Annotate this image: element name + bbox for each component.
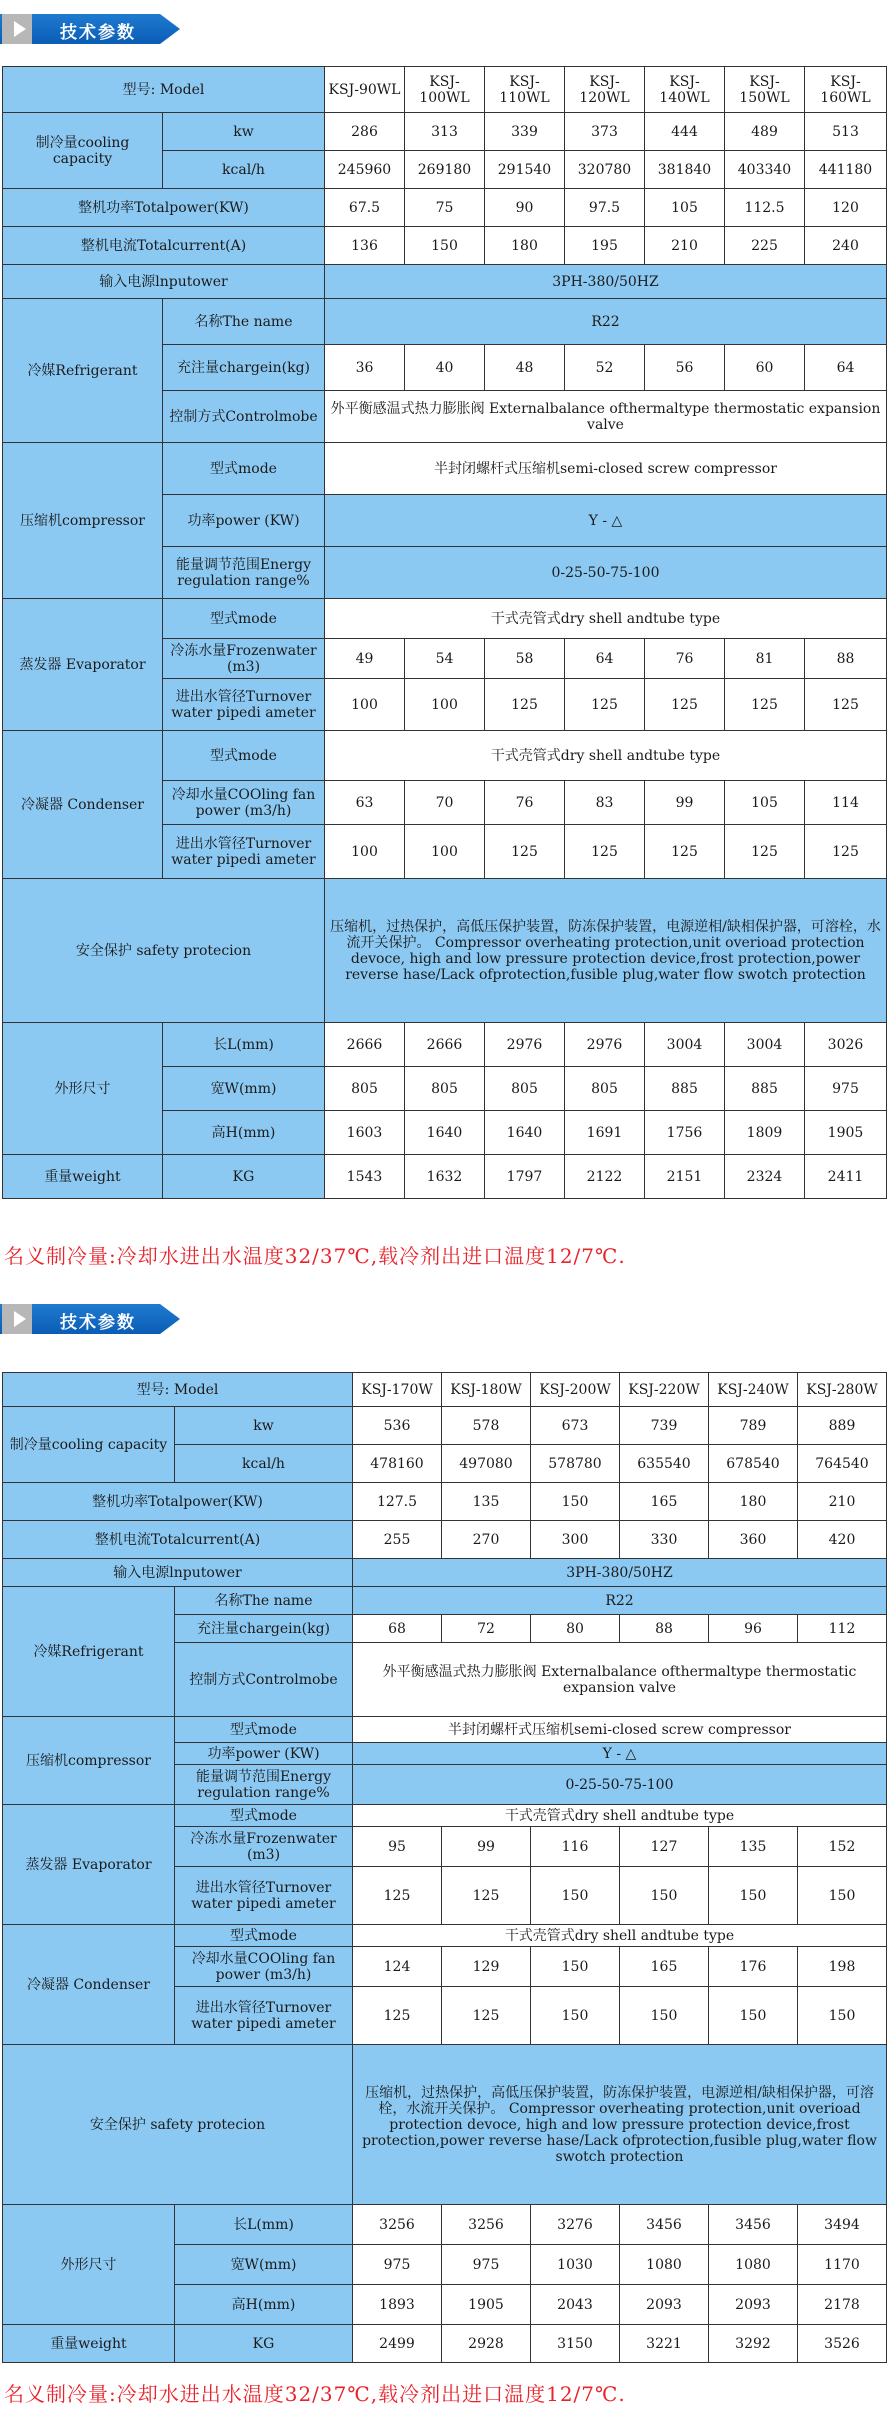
- kw-cell: 339: [485, 113, 565, 151]
- kw-cell: 513: [805, 113, 887, 151]
- comp-regulation-value: 0-25-50-75-100: [353, 1765, 887, 1805]
- kcal-cell: 245960: [325, 151, 405, 189]
- cond-cooling-cell: 129: [442, 1947, 531, 1987]
- length-cell: 3456: [709, 2205, 798, 2245]
- length-cell: 3456: [620, 2205, 709, 2245]
- power-cell: 135: [442, 1483, 531, 1521]
- comp-regulation-label: 能量调节范围Energy regulation range%: [163, 547, 325, 599]
- evap-pipe-label: 进出水管径Turnover water pipedi ameter: [175, 1867, 353, 1925]
- height-label: 高H(mm): [175, 2285, 353, 2325]
- width-label: 宽W(mm): [175, 2245, 353, 2285]
- frozen-cell: 95: [353, 1827, 442, 1867]
- weight-cell: 1632: [405, 1155, 485, 1199]
- cond-pipe-cell: 125: [565, 825, 645, 879]
- length-cell: 2666: [325, 1023, 405, 1067]
- section-title: 技术参数: [60, 23, 136, 43]
- power-cell: 97.5: [565, 189, 645, 227]
- current-cell: 240: [805, 227, 887, 265]
- current-cell: 300: [531, 1521, 620, 1559]
- input-value: 3PH-380/50HZ: [325, 265, 887, 299]
- cond-mode-value: 干式壳管式dry shell andtube type: [353, 1925, 887, 1947]
- width-cell: 975: [805, 1067, 887, 1111]
- length-cell: 3026: [805, 1023, 887, 1067]
- model-cell: KSJ-140WL: [645, 67, 725, 113]
- evap-pipe-cell: 125: [645, 679, 725, 731]
- current-row: [3, 227, 887, 265]
- weight-cell: 2151: [645, 1155, 725, 1199]
- cond-mode-row: [3, 731, 887, 781]
- cond-pipe-cell: 150: [531, 1987, 620, 2045]
- comp-power-label: 功率power (KW): [163, 495, 325, 547]
- model-cell: KSJ-180W: [442, 1373, 531, 1407]
- model-label: 型号: Model: [3, 1373, 353, 1407]
- power-row: [3, 189, 887, 227]
- cond-pipe-label: 进出水管径Turnover water pipedi ameter: [163, 825, 325, 879]
- frozen-cell: 81: [725, 639, 805, 679]
- model-label: 型号: Model: [3, 67, 325, 113]
- cond-cooling-cell: 83: [565, 781, 645, 825]
- cond-cooling-cell: 176: [709, 1947, 798, 1987]
- input-label: 输入电源lnputower: [3, 1559, 353, 1587]
- frozen-cell: 135: [709, 1827, 798, 1867]
- cond-mode-label: 型式mode: [175, 1925, 353, 1947]
- input-row: [3, 1559, 887, 1587]
- input-label: 输入电源lnputower: [3, 265, 325, 299]
- charge-cell: 52: [565, 345, 645, 391]
- cooling-kw-row: [3, 113, 887, 151]
- power-label: 整机功率Totalpower(KW): [3, 1483, 353, 1521]
- cond-cooling-cell: 124: [353, 1947, 442, 1987]
- charge-cell: 36: [325, 345, 405, 391]
- kw-cell: 578: [442, 1407, 531, 1445]
- evaporator-label: 蒸发器 Evaporator: [3, 1805, 175, 1925]
- charge-cell: 88: [620, 1615, 709, 1643]
- ref-name-row: [3, 1587, 887, 1615]
- kcal-cell: 441180: [805, 151, 887, 189]
- safety-value: 压缩机，过热保护，高低压保护装置，防冻保护装置，电源逆相/缺相保护器，可溶栓，水流开关保护。 Compressor overheating protection,unit overioad protection devoce, high and low pressure protection device,frost protection,power reverse hase/Lack ofprotection,fusible plug,water flow swotch protection: [353, 2045, 887, 2205]
- kcal-cell: 497080: [442, 1445, 531, 1483]
- spec-table-1: [2, 66, 887, 1199]
- evap-pipe-cell: 125: [442, 1867, 531, 1925]
- cond-pipe-cell: 100: [405, 825, 485, 879]
- evap-mode-row: [3, 1805, 887, 1827]
- charge-cell: 80: [531, 1615, 620, 1643]
- kw-cell: 313: [405, 113, 485, 151]
- evap-mode-label: 型式mode: [163, 599, 325, 639]
- height-cell: 1640: [405, 1111, 485, 1155]
- cooling-label: 制冷量cooling capacity: [3, 1407, 175, 1483]
- length-label: 长L(mm): [163, 1023, 325, 1067]
- comp-regulation-label: 能量调节范围Energy regulation range%: [175, 1765, 353, 1805]
- height-cell: 2043: [531, 2285, 620, 2325]
- height-cell: 1640: [485, 1111, 565, 1155]
- safety-value: 压缩机，过热保护，高低压保护装置，防冻保护装置，电源逆相/缺相保护器，可溶栓，水流开关保护。 Compressor overheating protection,unit overioad protection devoce, high and low pressure protection device,frost protection,power reverse hase/Lack ofprotection,fusible plug,water flow swotch protection: [325, 879, 887, 1023]
- model-cell: KSJ-150WL: [725, 67, 805, 113]
- evap-frozen-label: 冷冻水量Frozenwater (m3): [163, 639, 325, 679]
- cond-mode-row: [3, 1925, 887, 1947]
- kcal-cell: 381840: [645, 151, 725, 189]
- current-label: 整机电流Totalcurrent(A): [3, 1521, 353, 1559]
- kw-cell: 373: [565, 113, 645, 151]
- safety-label: 安全保护 safety protecion: [3, 2045, 353, 2205]
- kw-label: kw: [175, 1407, 353, 1445]
- comp-mode-value: 半封闭螺杆式压缩机semi-closed screw compressor: [353, 1717, 887, 1743]
- compressor-label: 压缩机compressor: [3, 1717, 175, 1805]
- evap-mode-label: 型式mode: [175, 1805, 353, 1827]
- model-cell: KSJ-90WL: [325, 67, 405, 113]
- width-label: 宽W(mm): [163, 1067, 325, 1111]
- charge-cell: 68: [353, 1615, 442, 1643]
- length-cell: 2666: [405, 1023, 485, 1067]
- cond-cooling-cell: 105: [725, 781, 805, 825]
- height-cell: 1603: [325, 1111, 405, 1155]
- current-cell: 225: [725, 227, 805, 265]
- comp-mode-label: 型式mode: [175, 1717, 353, 1743]
- width-cell: 805: [325, 1067, 405, 1111]
- ref-charge-label: 充注量chargein(kg): [163, 345, 325, 391]
- spec-table-2: [2, 1372, 887, 2363]
- evap-pipe-cell: 150: [709, 1867, 798, 1925]
- current-cell: 270: [442, 1521, 531, 1559]
- frozen-cell: 127: [620, 1827, 709, 1867]
- cond-pipe-cell: 125: [353, 1987, 442, 2045]
- width-cell: 1170: [798, 2245, 887, 2285]
- width-cell: 805: [565, 1067, 645, 1111]
- kw-cell: 286: [325, 113, 405, 151]
- height-cell: 1691: [565, 1111, 645, 1155]
- model-cell: KSJ-170W: [353, 1373, 442, 1407]
- frozen-cell: 88: [805, 639, 887, 679]
- comp-mode-label: 型式mode: [163, 443, 325, 495]
- weight-row: [3, 2325, 887, 2363]
- safety-label: 安全保护 safety protecion: [3, 879, 325, 1023]
- frozen-cell: 152: [798, 1827, 887, 1867]
- evap-pipe-cell: 125: [725, 679, 805, 731]
- comp-mode-row: [3, 1717, 887, 1743]
- cond-mode-label: 型式mode: [163, 731, 325, 781]
- weight-cell: 1797: [485, 1155, 565, 1199]
- cond-cooling-cell: 198: [798, 1947, 887, 1987]
- kcal-cell: 269180: [405, 151, 485, 189]
- evap-pipe-cell: 150: [620, 1867, 709, 1925]
- width-cell: 1030: [531, 2245, 620, 2285]
- kw-cell: 889: [798, 1407, 887, 1445]
- height-cell: 2178: [798, 2285, 887, 2325]
- cooling-label: 制冷量cooling capacity: [3, 113, 163, 189]
- refrigerant-label: 冷媒Refrigerant: [3, 299, 163, 443]
- current-cell: 210: [645, 227, 725, 265]
- length-row: [3, 2205, 887, 2245]
- power-cell: 67.5: [325, 189, 405, 227]
- model-cell: KSJ-220W: [620, 1373, 709, 1407]
- height-cell: 1893: [353, 2285, 442, 2325]
- evap-pipe-label: 进出水管径Turnover water pipedi ameter: [163, 679, 325, 731]
- power-cell: 105: [645, 189, 725, 227]
- power-cell: 120: [805, 189, 887, 227]
- kcal-cell: 291540: [485, 151, 565, 189]
- current-cell: 195: [565, 227, 645, 265]
- cond-cooling-label: 冷却水量COOling fan power (m3/h): [163, 781, 325, 825]
- model-cell: KSJ-110WL: [485, 67, 565, 113]
- width-cell: 1080: [620, 2245, 709, 2285]
- frozen-cell: 76: [645, 639, 725, 679]
- frozen-cell: 54: [405, 639, 485, 679]
- current-cell: 150: [405, 227, 485, 265]
- arrow-icon: [14, 21, 26, 37]
- evap-pipe-cell: 150: [798, 1867, 887, 1925]
- section-header: [0, 1290, 890, 1334]
- kcal-label: kcal/h: [175, 1445, 353, 1483]
- weight-cell: 3221: [620, 2325, 709, 2363]
- model-row: [3, 67, 887, 113]
- cond-cooling-cell: 150: [531, 1947, 620, 1987]
- weight-cell: 2499: [353, 2325, 442, 2363]
- weight-cell: 3292: [709, 2325, 798, 2363]
- length-cell: 2976: [565, 1023, 645, 1067]
- cond-pipe-cell: 150: [620, 1987, 709, 2045]
- width-cell: 805: [405, 1067, 485, 1111]
- ref-charge-label: 充注量chargein(kg): [175, 1615, 353, 1643]
- comp-mode-row: [3, 443, 887, 495]
- weight-cell: 3150: [531, 2325, 620, 2363]
- width-cell: 1080: [709, 2245, 798, 2285]
- condenser-label: 冷凝器 Condenser: [3, 1925, 175, 2045]
- model-row: [3, 1373, 887, 1407]
- width-cell: 975: [353, 2245, 442, 2285]
- height-cell: 1905: [805, 1111, 887, 1155]
- current-cell: 180: [485, 227, 565, 265]
- model-cell: KSJ-240W: [709, 1373, 798, 1407]
- cond-pipe-cell: 125: [805, 825, 887, 879]
- model-cell: KSJ-280W: [798, 1373, 887, 1407]
- evap-pipe-cell: 125: [805, 679, 887, 731]
- kw-cell: 536: [353, 1407, 442, 1445]
- power-label: 整机功率Totalpower(KW): [3, 189, 325, 227]
- current-cell: 360: [709, 1521, 798, 1559]
- ref-control-value: 外平衡感温式热力膨胀阀 Externalbalance ofthermaltype thermostatic expansion valve: [353, 1643, 887, 1717]
- height-cell: 2093: [709, 2285, 798, 2325]
- spec-section-2: [0, 1290, 890, 2406]
- length-cell: 3004: [645, 1023, 725, 1067]
- cond-cooling-cell: 63: [325, 781, 405, 825]
- charge-cell: 60: [725, 345, 805, 391]
- width-cell: 885: [725, 1067, 805, 1111]
- kcal-cell: 478160: [353, 1445, 442, 1483]
- kcal-cell: 678540: [709, 1445, 798, 1483]
- height-cell: 1756: [645, 1111, 725, 1155]
- ref-name-value: R22: [325, 299, 887, 345]
- cooling-kw-row: [3, 1407, 887, 1445]
- kcal-cell: 635540: [620, 1445, 709, 1483]
- refrigerant-label: 冷媒Refrigerant: [3, 1587, 175, 1717]
- kw-cell: 489: [725, 113, 805, 151]
- safety-row: [3, 879, 887, 1023]
- arrow-icon: [14, 1311, 26, 1327]
- frozen-cell: 116: [531, 1827, 620, 1867]
- weight-label: 重量weight: [3, 2325, 175, 2363]
- model-cell: KSJ-200W: [531, 1373, 620, 1407]
- power-cell: 112.5: [725, 189, 805, 227]
- note-text: 名义制冷量:冷却水进出水温度32/37℃,载冷剂出进口温度12/7℃.: [4, 2382, 626, 2406]
- cond-pipe-cell: 125: [485, 825, 565, 879]
- model-cell: KSJ-160WL: [805, 67, 887, 113]
- cond-pipe-cell: 150: [709, 1987, 798, 2045]
- length-cell: 3256: [353, 2205, 442, 2245]
- section-title: 技术参数: [60, 1313, 136, 1333]
- kg-label: KG: [175, 2325, 353, 2363]
- model-cell: KSJ-100WL: [405, 67, 485, 113]
- comp-power-label: 功率power (KW): [175, 1743, 353, 1765]
- evap-pipe-cell: 125: [353, 1867, 442, 1925]
- dims-label: 外形尺寸: [3, 2205, 175, 2325]
- ref-control-label: 控制方式Controlmobe: [163, 391, 325, 443]
- power-cell: 150: [531, 1483, 620, 1521]
- current-label: 整机电流Totalcurrent(A): [3, 227, 325, 265]
- evap-pipe-cell: 150: [531, 1867, 620, 1925]
- frozen-cell: 49: [325, 639, 405, 679]
- evap-pipe-cell: 125: [565, 679, 645, 731]
- weight-cell: 2122: [565, 1155, 645, 1199]
- ref-name-value: R22: [353, 1587, 887, 1615]
- current-cell: 330: [620, 1521, 709, 1559]
- ref-control-value: 外平衡感温式热力膨胀阀 Externalbalance ofthermaltype thermostatic expansion valve: [325, 391, 887, 443]
- length-label: 长L(mm): [175, 2205, 353, 2245]
- height-cell: 2093: [620, 2285, 709, 2325]
- weight-cell: 3526: [798, 2325, 887, 2363]
- height-label: 高H(mm): [163, 1111, 325, 1155]
- ref-name-label: 名称The name: [163, 299, 325, 345]
- input-value: 3PH-380/50HZ: [353, 1559, 887, 1587]
- power-cell: 75: [405, 189, 485, 227]
- evap-frozen-label: 冷冻水量Frozenwater (m3): [175, 1827, 353, 1867]
- power-cell: 165: [620, 1483, 709, 1521]
- comp-power-value: Y - △: [325, 495, 887, 547]
- cond-pipe-cell: 125: [442, 1987, 531, 2045]
- width-cell: 885: [645, 1067, 725, 1111]
- input-row: [3, 265, 887, 299]
- charge-cell: 72: [442, 1615, 531, 1643]
- comp-regulation-value: 0-25-50-75-100: [325, 547, 887, 599]
- cond-cooling-cell: 70: [405, 781, 485, 825]
- power-row: [3, 1483, 887, 1521]
- length-cell: 3004: [725, 1023, 805, 1067]
- kw-cell: 739: [620, 1407, 709, 1445]
- kw-cell: 673: [531, 1407, 620, 1445]
- evap-pipe-cell: 100: [405, 679, 485, 731]
- charge-cell: 48: [485, 345, 565, 391]
- comp-power-value: Y - △: [353, 1743, 887, 1765]
- kcal-label: kcal/h: [163, 151, 325, 189]
- cond-cooling-cell: 76: [485, 781, 565, 825]
- kcal-cell: 764540: [798, 1445, 887, 1483]
- charge-cell: 64: [805, 345, 887, 391]
- condenser-label: 冷凝器 Condenser: [3, 731, 163, 879]
- power-cell: 127.5: [353, 1483, 442, 1521]
- evap-pipe-cell: 125: [485, 679, 565, 731]
- weight-cell: 1543: [325, 1155, 405, 1199]
- current-cell: 420: [798, 1521, 887, 1559]
- cond-cooling-label: 冷却水量COOling fan power (m3/h): [175, 1947, 353, 1987]
- cond-pipe-label: 进出水管径Turnover water pipedi ameter: [175, 1987, 353, 2045]
- frozen-cell: 99: [442, 1827, 531, 1867]
- length-cell: 3494: [798, 2205, 887, 2245]
- length-cell: 3256: [442, 2205, 531, 2245]
- height-cell: 1905: [442, 2285, 531, 2325]
- safety-row: [3, 2045, 887, 2205]
- power-cell: 90: [485, 189, 565, 227]
- comp-mode-value: 半封闭螺杆式压缩机semi-closed screw compressor: [325, 443, 887, 495]
- current-cell: 136: [325, 227, 405, 265]
- cond-pipe-cell: 150: [798, 1987, 887, 2045]
- length-row: [3, 1023, 887, 1067]
- model-cell: KSJ-120WL: [565, 67, 645, 113]
- evap-mode-value: 干式壳管式dry shell andtube type: [325, 599, 887, 639]
- power-cell: 180: [709, 1483, 798, 1521]
- cond-mode-value: 干式壳管式dry shell andtube type: [325, 731, 887, 781]
- height-cell: 1809: [725, 1111, 805, 1155]
- kcal-cell: 320780: [565, 151, 645, 189]
- charge-cell: 40: [405, 345, 485, 391]
- current-row: [3, 1521, 887, 1559]
- weight-row: [3, 1155, 887, 1199]
- charge-cell: 96: [709, 1615, 798, 1643]
- cond-cooling-cell: 99: [645, 781, 725, 825]
- ref-control-label: 控制方式Controlmobe: [175, 1643, 353, 1717]
- evaporator-label: 蒸发器 Evaporator: [3, 599, 163, 731]
- note-text: 名义制冷量:冷却水进出水温度32/37℃,载冷剂出进口温度12/7℃.: [4, 1244, 626, 1268]
- current-cell: 255: [353, 1521, 442, 1559]
- evap-mode-value: 干式壳管式dry shell andtube type: [353, 1805, 887, 1827]
- weight-label: 重量weight: [3, 1155, 163, 1199]
- charge-cell: 56: [645, 345, 725, 391]
- frozen-cell: 64: [565, 639, 645, 679]
- ref-name-label: 名称The name: [175, 1587, 353, 1615]
- kcal-cell: 403340: [725, 151, 805, 189]
- kw-cell: 789: [709, 1407, 798, 1445]
- weight-cell: 2324: [725, 1155, 805, 1199]
- ref-name-row: [3, 299, 887, 345]
- width-cell: 975: [442, 2245, 531, 2285]
- length-cell: 2976: [485, 1023, 565, 1067]
- compressor-label: 压缩机compressor: [3, 443, 163, 599]
- evap-mode-row: [3, 599, 887, 639]
- width-cell: 805: [485, 1067, 565, 1111]
- evap-pipe-cell: 100: [325, 679, 405, 731]
- cond-pipe-cell: 100: [325, 825, 405, 879]
- length-cell: 3276: [531, 2205, 620, 2245]
- dims-label: 外形尺寸: [3, 1023, 163, 1155]
- cond-pipe-cell: 125: [725, 825, 805, 879]
- frozen-cell: 58: [485, 639, 565, 679]
- kw-label: kw: [163, 113, 325, 151]
- section-header: [0, 0, 890, 44]
- weight-cell: 2928: [442, 2325, 531, 2363]
- cond-cooling-cell: 114: [805, 781, 887, 825]
- power-cell: 210: [798, 1483, 887, 1521]
- kg-label: KG: [163, 1155, 325, 1199]
- cond-cooling-cell: 165: [620, 1947, 709, 1987]
- charge-cell: 112: [798, 1615, 887, 1643]
- kcal-cell: 578780: [531, 1445, 620, 1483]
- kw-cell: 444: [645, 113, 725, 151]
- weight-cell: 2411: [805, 1155, 887, 1199]
- cond-pipe-cell: 125: [645, 825, 725, 879]
